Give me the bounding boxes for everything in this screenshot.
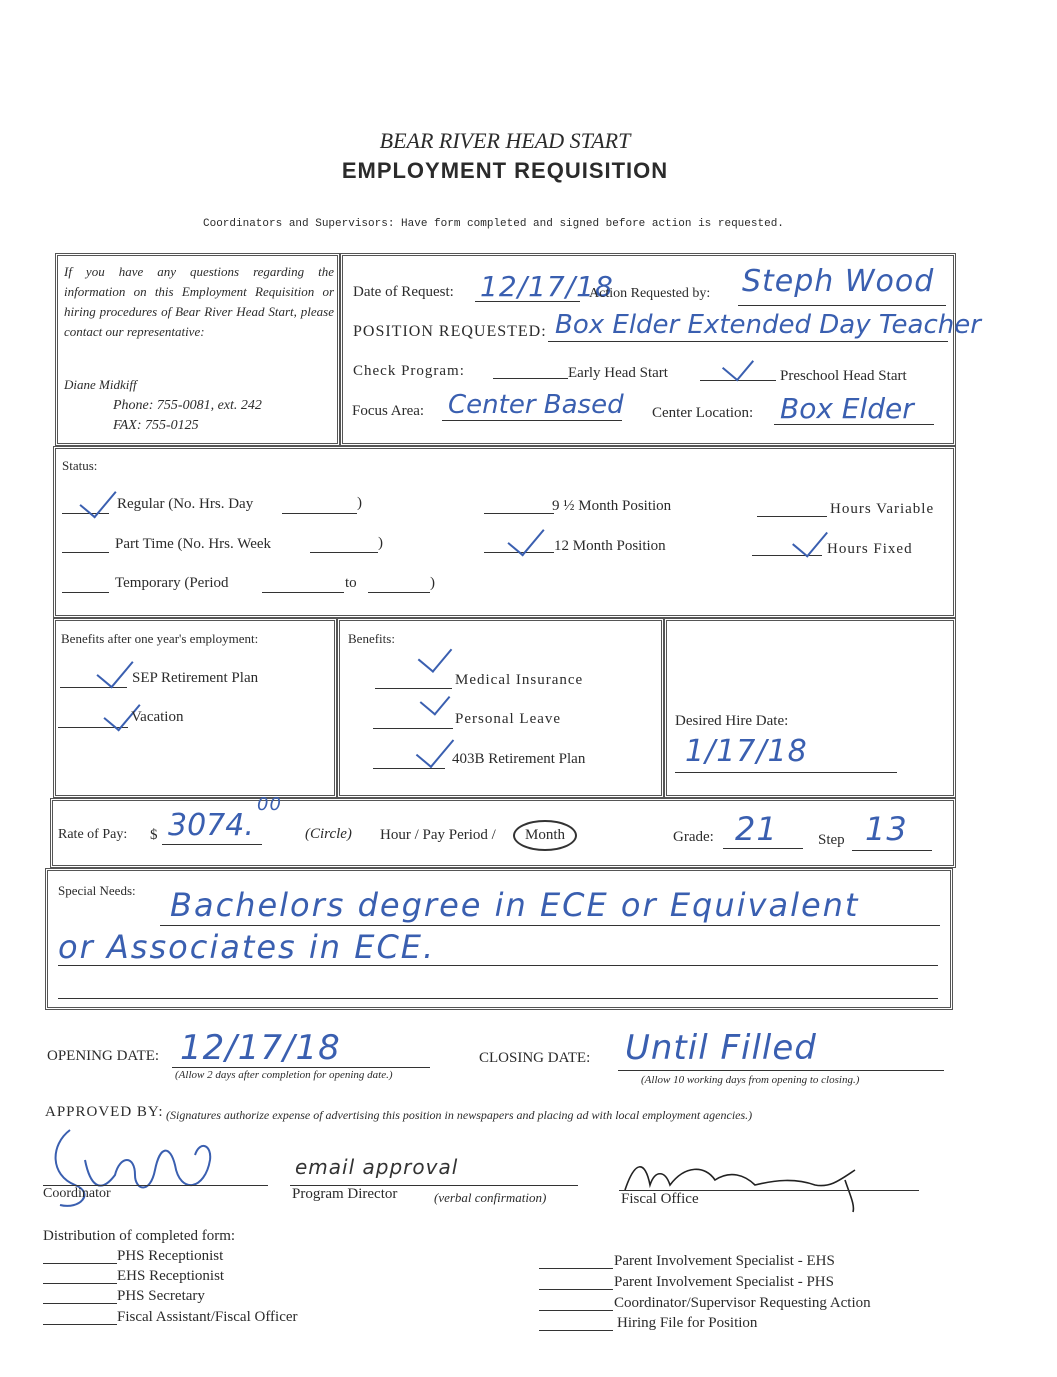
distribution-label: Distribution of completed form: [43, 1228, 236, 1244]
position-value[interactable]: Box Elder Extended Day Teacher [555, 310, 981, 340]
program-director-label: Program Director [292, 1186, 398, 1202]
hire-date-label: Desired Hire Date: [675, 713, 789, 729]
pay-period-options: Hour / Pay Period / [380, 827, 496, 843]
contact-name: Diane Midkiff [64, 377, 137, 392]
coordinator-signature [40, 1115, 280, 1225]
special-needs-line1[interactable]: Bachelors degree in ECE or Equivalent [170, 886, 860, 924]
center-location-value[interactable]: Box Elder [780, 392, 914, 425]
coordinator-label: Coordinator [43, 1186, 111, 1201]
instruction-text: Coordinators and Supervisors: Have form completed and signed before action is requested. [203, 218, 784, 230]
opening-date-label: OPENING DATE: [47, 1048, 160, 1064]
temporary-to: to [345, 575, 357, 591]
fiscal-signature [615, 1150, 875, 1220]
status-label: Status: [62, 458, 98, 473]
distribution-left-item: EHS Receptionist [117, 1268, 225, 1284]
nine-month-option: 9 ½ Month Position [552, 498, 672, 514]
date-of-request-value[interactable]: 12/17/18 [480, 270, 614, 303]
twelve-month-option: 12 Month Position [554, 538, 666, 554]
check-program-label: Check Program: [353, 363, 465, 379]
position-label: POSITION REQUESTED: [353, 323, 547, 340]
distribution-left-item: PHS Receptionist [117, 1248, 224, 1264]
closing-date-value[interactable]: Until Filled [625, 1028, 817, 1068]
special-needs-label: Special Needs: [58, 883, 136, 898]
opening-note: (Allow 2 days after completion for opening date.) [175, 1069, 393, 1081]
distribution-right-item: Coordinator/Supervisor Requesting Action [614, 1295, 871, 1311]
special-needs-line2[interactable]: or Associates in ECE. [58, 928, 436, 966]
program-director-signature: email approval [295, 1155, 459, 1179]
contact-phone: Phone: 755-0081, ext. 242 [113, 398, 262, 413]
opening-date-value[interactable]: 12/17/18 [180, 1028, 341, 1068]
currency: $ [150, 827, 158, 843]
retirement-403b-option: 403B Retirement Plan [452, 751, 586, 767]
medical-option: Medical Insurance [455, 672, 584, 688]
part-time-option: Part Time (No. Hrs. Week [115, 536, 272, 552]
regular-option: Regular (No. Hrs. Day [117, 496, 254, 512]
center-location-label: Center Location: [652, 405, 754, 421]
distribution-left-item: Fiscal Assistant/Fiscal Officer [117, 1309, 298, 1325]
approval-note: (Signatures authorize expense of advertising this position in newspapers and placing ad with local employment agencies.) [166, 1108, 753, 1122]
program-phs: Preschool Head Start [780, 368, 907, 384]
hire-date-value[interactable]: 1/17/18 [685, 734, 808, 769]
closing-date-label: CLOSING DATE: [479, 1050, 591, 1066]
focus-area-value[interactable]: Center Based [448, 390, 624, 420]
closing-note: (Allow 10 working days from opening to closing.) [641, 1074, 860, 1086]
verbal-confirmation: (verbal confirmation) [434, 1190, 547, 1205]
grade-label: Grade: [673, 829, 714, 845]
contact-note: If you have any questions regarding the information on this Employment Requisition or hiring procedures of Bear River Head Start, please contact our representative: [64, 264, 334, 339]
distribution-left-item: PHS Secretary [117, 1288, 205, 1304]
fiscal-office-label: Fiscal Office [621, 1191, 699, 1207]
rate-of-pay-label: Rate of Pay: [58, 827, 128, 842]
temporary-option: Temporary (Period [115, 575, 229, 591]
vacation-option: Vacation [131, 709, 184, 725]
circle-note: (Circle) [305, 826, 352, 842]
distribution-right-item: Hiring File for Position [617, 1315, 758, 1331]
focus-area-label: Focus Area: [352, 403, 425, 419]
hire-date-box [664, 618, 956, 798]
distribution-right-item: Parent Involvement Specialist - PHS [614, 1274, 834, 1290]
hours-fixed-option: Hours Fixed [827, 541, 913, 557]
step-label: Step [818, 832, 845, 848]
action-requested-label: Action Requested by: [589, 286, 711, 301]
grade-value[interactable]: 21 [735, 810, 778, 848]
benefits-label: Benefits: [348, 631, 395, 646]
hours-variable-option: Hours Variable [830, 501, 935, 517]
page-title: EMPLOYMENT REQUISITION [341, 158, 669, 183]
pay-cents: 00 [257, 794, 282, 815]
action-requested-value[interactable]: Steph Wood [742, 264, 935, 299]
month-option[interactable]: Month [513, 820, 577, 851]
pay-amount[interactable]: 3074. [168, 808, 254, 843]
contact-fax: FAX: 755-0125 [113, 418, 199, 433]
benefits-after-label: Benefits after one year's employment: [61, 631, 259, 646]
approved-by-label: APPROVED BY: [45, 1104, 164, 1120]
date-of-request-label: Date of Request: [353, 284, 454, 300]
sep-option: SEP Retirement Plan [132, 670, 259, 686]
distribution-right-item: Parent Involvement Specialist - EHS [614, 1253, 835, 1269]
personal-option: Personal Leave [455, 711, 562, 727]
org-name: BEAR RIVER HEAD START [379, 128, 631, 153]
step-value[interactable]: 13 [865, 810, 908, 848]
program-ehs: Early Head Start [568, 365, 668, 381]
